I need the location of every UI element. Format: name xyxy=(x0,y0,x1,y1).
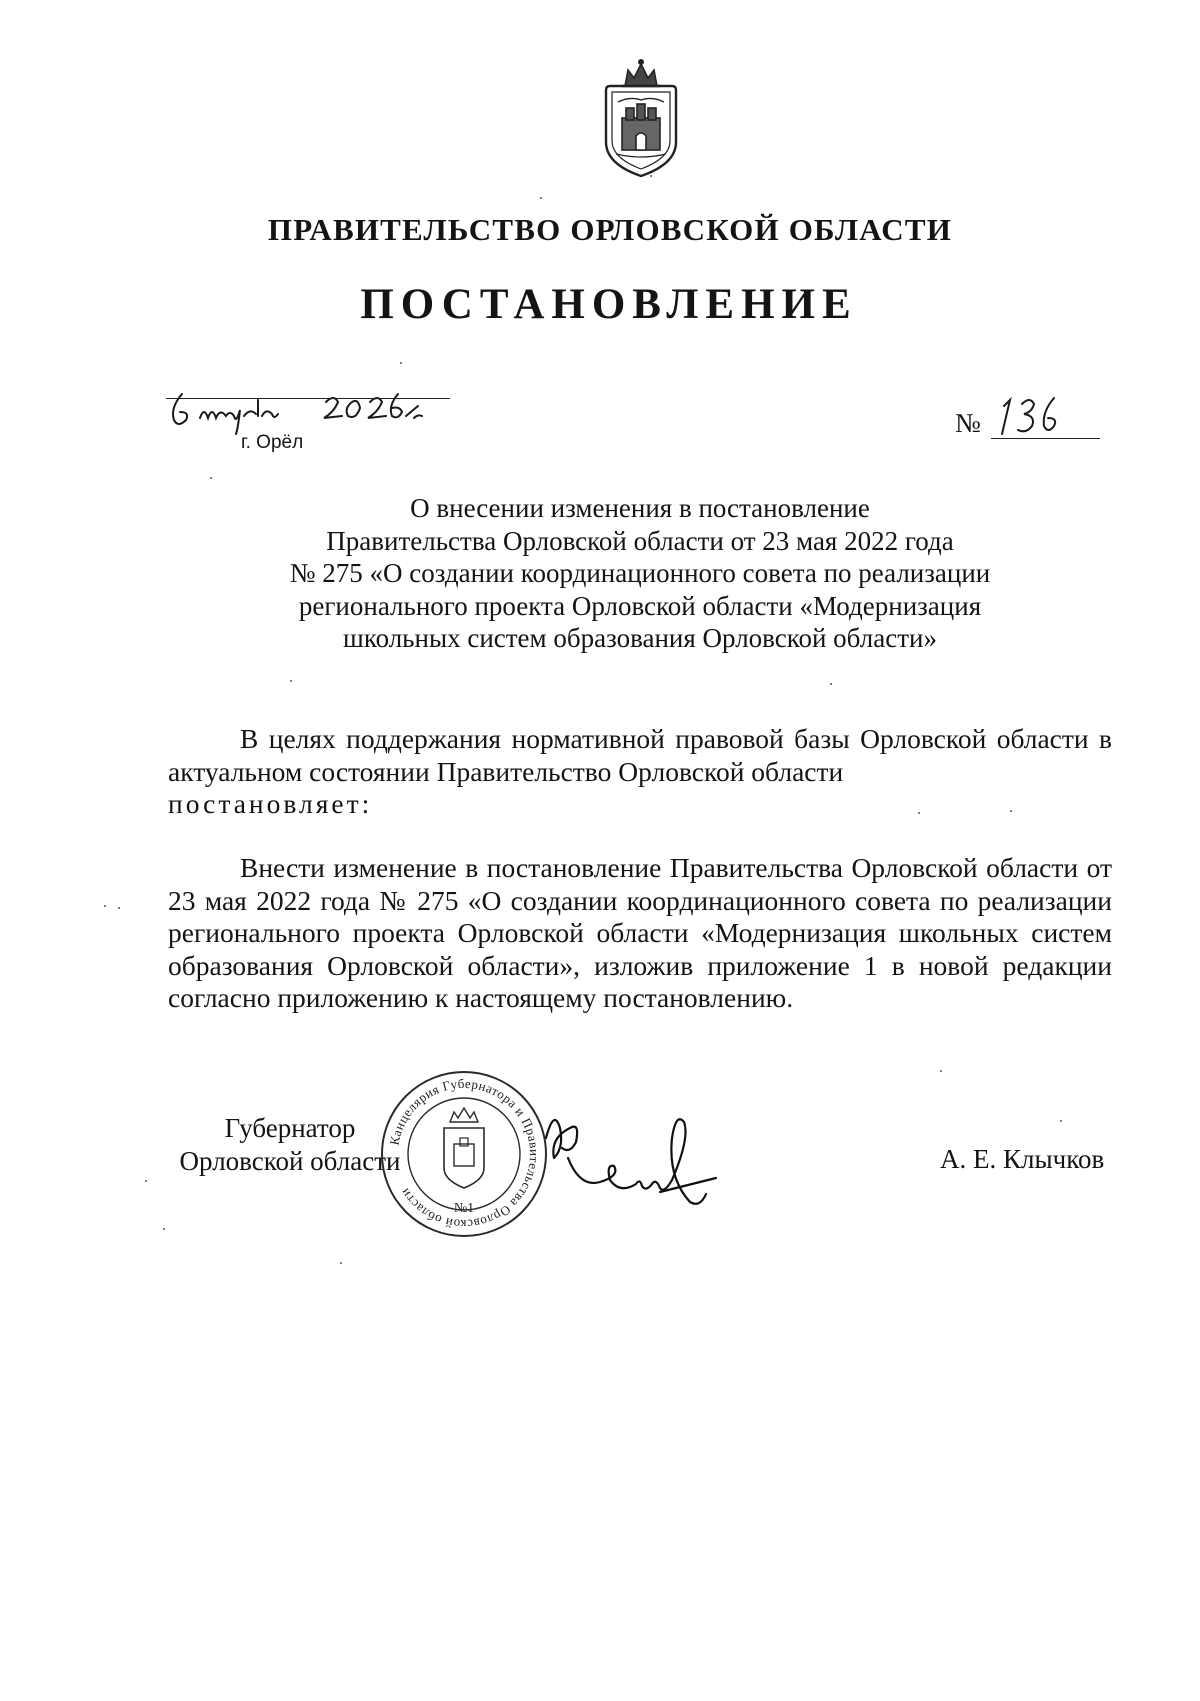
date-underline xyxy=(166,398,450,399)
seal-ring-text: Канцелярия Губернатора и Правительства Орловской области xyxy=(386,1075,543,1233)
coat-of-arms-emblem xyxy=(592,56,690,180)
scan-speck xyxy=(540,197,542,199)
preamble-paragraph xyxy=(168,723,1112,821)
position-line: Орловской области xyxy=(179,1146,401,1176)
scan-speck xyxy=(918,812,920,814)
position-line: Губернатор xyxy=(224,1113,356,1143)
resolves-word: постановляет: xyxy=(168,788,373,819)
handwritten-date xyxy=(166,388,456,438)
subject-line: школьных систем образования Орловской области» xyxy=(343,623,937,653)
signatory-name: А. Е. Клычков xyxy=(940,1144,1105,1174)
scan-speck xyxy=(1060,1120,1062,1122)
scan-speck xyxy=(145,1180,147,1182)
preamble-text: В целях поддержания нормативной правовой базы Орловской области в актуальном состоянии Правительство Орловской области xyxy=(168,723,1112,787)
handwritten-signature xyxy=(540,1098,720,1218)
seal-number: №1 xyxy=(453,1201,475,1216)
document-type-title: ПОСТАНОВЛЕНИЕ xyxy=(360,281,858,328)
scan-speck xyxy=(650,175,652,177)
number-underline xyxy=(991,438,1100,439)
subject-line: № 275 «О создании координационного совета по реализации xyxy=(289,558,991,588)
scan-speck xyxy=(290,680,292,682)
scan-speck xyxy=(830,683,832,685)
scan-speck xyxy=(163,1228,165,1230)
scan-speck xyxy=(940,1070,942,1072)
subject-line: регионального проекта Орловской области «Модернизация xyxy=(298,590,982,621)
handwritten-number xyxy=(996,392,1076,440)
scan-speck xyxy=(104,905,106,907)
signatory-position xyxy=(170,1112,410,1178)
document-subject xyxy=(200,492,1080,655)
official-seal xyxy=(378,1068,550,1240)
subject-line: О внесении изменения в постановление xyxy=(410,493,870,523)
organization-title: ПРАВИТЕЛЬСТВО ОРЛОВСКОЙ ОБЛАСТИ xyxy=(267,212,953,247)
scan-speck xyxy=(118,907,120,909)
resolution-paragraph: Внести изменение в постановление Правительства Орловской области от 23 мая 2022 года № 275 «О создании координационного совета по реализации регионального проекта Орловской области «Модернизация школьных систем образования Орловской области», изложив приложение 1 в новой редакции согласно приложению к настоящему постановлению. xyxy=(168,852,1112,1013)
scan-speck xyxy=(340,1262,342,1264)
number-label: № xyxy=(955,408,981,438)
scan-speck xyxy=(1010,810,1012,812)
city-label: г. Орёл xyxy=(241,432,304,453)
subject-line: Правительства Орловской области от 23 мая 2022 года xyxy=(326,525,954,556)
scan-speck xyxy=(400,362,402,364)
scan-speck xyxy=(210,477,212,479)
